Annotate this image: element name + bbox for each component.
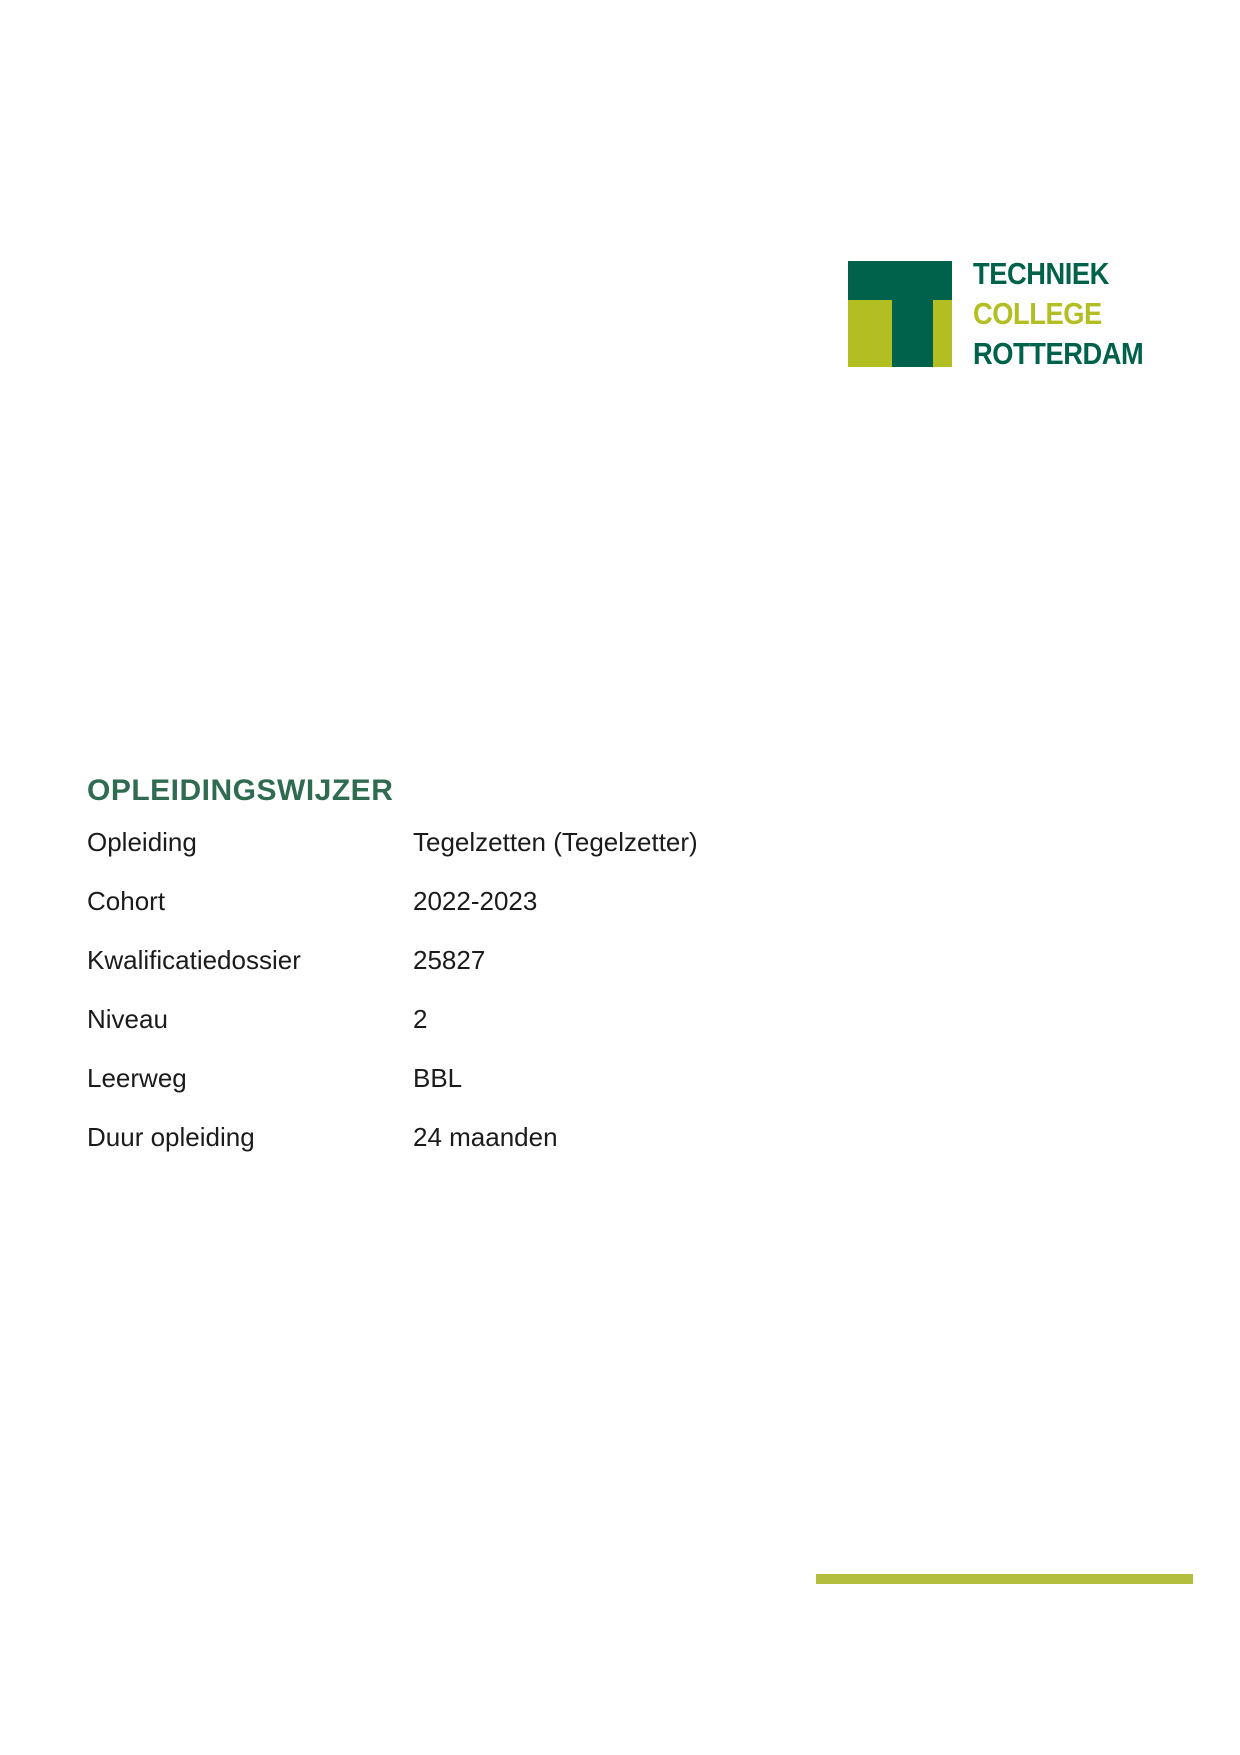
logo-right-yellow-column [933,300,952,367]
footer-accent-bar [816,1574,1193,1584]
field-row-opleiding [87,827,847,886]
field-label: Opleiding [87,827,197,857]
logo-t-top-bar [848,261,952,300]
field-row-duur-opleiding [87,1122,847,1181]
field-value: BBL [413,1063,463,1093]
field-list [87,827,847,1181]
logo-wordmark-line-2: COLLEGE [973,296,1102,331]
field-label: Niveau [87,1004,168,1034]
field-value: 24 maanden [413,1122,558,1152]
field-row-kwalificatiedossier [87,945,847,1004]
field-value: 2022-2023 [413,886,538,916]
logo-t-mark-icon [848,261,952,367]
logo-left-yellow-column [848,300,892,367]
logo-wordmark-line-3: ROTTERDAM [973,336,1144,371]
logo-wordmark-line-1: TECHNIEK [973,256,1109,291]
field-value: 25827 [413,945,486,975]
page-title: OPLEIDINGSWIJZER [87,774,394,807]
logo-t-bottom [848,300,952,367]
logo-wordmark [973,254,1233,374]
logo-t-stem [892,300,933,367]
field-label: Leerweg [87,1063,187,1093]
field-row-niveau [87,1004,847,1063]
field-label: Kwalificatiedossier [87,945,301,975]
field-value: 2 [413,1004,428,1034]
field-row-leerweg [87,1063,847,1122]
field-value: Tegelzetten (Tegelzetter) [413,827,698,857]
field-row-cohort [87,886,847,945]
field-label: Duur opleiding [87,1122,255,1152]
field-label: Cohort [87,886,166,916]
